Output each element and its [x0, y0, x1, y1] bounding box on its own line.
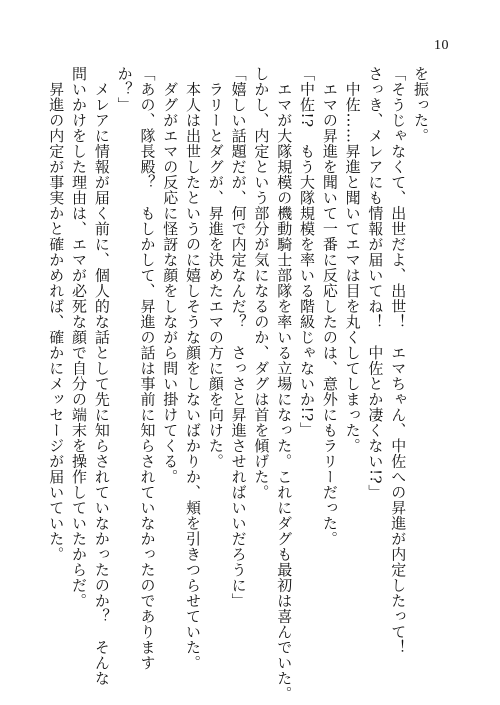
vertical-text-block — [44, 66, 432, 702]
text-line: 本人は出世したというのに嬉しそうな顔をしないばかりか、頬を引きつらせていた。 — [184, 66, 203, 671]
text-line: ダグがエマの反応に怪訝な顔をしながら問い掛けてくる。 — [161, 66, 180, 485]
text-line: 昇進の内定が事実かと確かめれば、確かにメッセージが届いていた。 — [47, 66, 66, 562]
text-line: 「そうじゃなくて、出世だよ、出世！ エマちゃん、中佐への昇進が内定したって！ — [389, 66, 408, 655]
text-line: エマの昇進を聞いて一番に反応したのは、意外にもラリーだった。 — [320, 66, 339, 547]
text-line: エマが大隊規模の機動騎士部隊を率いる立場になった。これにダグも最初は喜んでいた。 — [275, 66, 294, 702]
text-line: しかし、内定という部分が気になるのか、ダグは首を傾げた。 — [252, 66, 271, 500]
text-line: を振った。 — [412, 66, 430, 144]
text-line: 中佐……昇進と聞いてエマは目を丸くしてしまった。 — [343, 66, 362, 454]
text-line: 問いかけをした理由は、エマが必死な顔で自分の端末を操作していたからだ。 — [70, 66, 89, 609]
text-line: 「中佐!? もう大隊規模を率いる階級じゃないか!?」 — [298, 66, 317, 438]
text-line: か？」 — [115, 66, 134, 113]
text-line: メレアに情報が届く前に、個人的な話として先に知らされていなかったのか？ そんな — [92, 66, 111, 686]
page-number: 10 — [434, 38, 449, 53]
text-line: 「嬉しい話題だが、何で内定なんだ？ さっさと昇進させればいいだろうに」 — [229, 66, 248, 609]
text-line: 「あの、隊長殿？ もしかして、昇進の話は事前に知らされていなかったのであります — [138, 66, 157, 671]
text-line: ラリーとダグが、昇進を決めたエマの方に顔を向けた。 — [206, 66, 225, 469]
text-line: さっき、メレアにも情報が届いてね！ 中佐とか凄くない!?」 — [366, 66, 385, 500]
